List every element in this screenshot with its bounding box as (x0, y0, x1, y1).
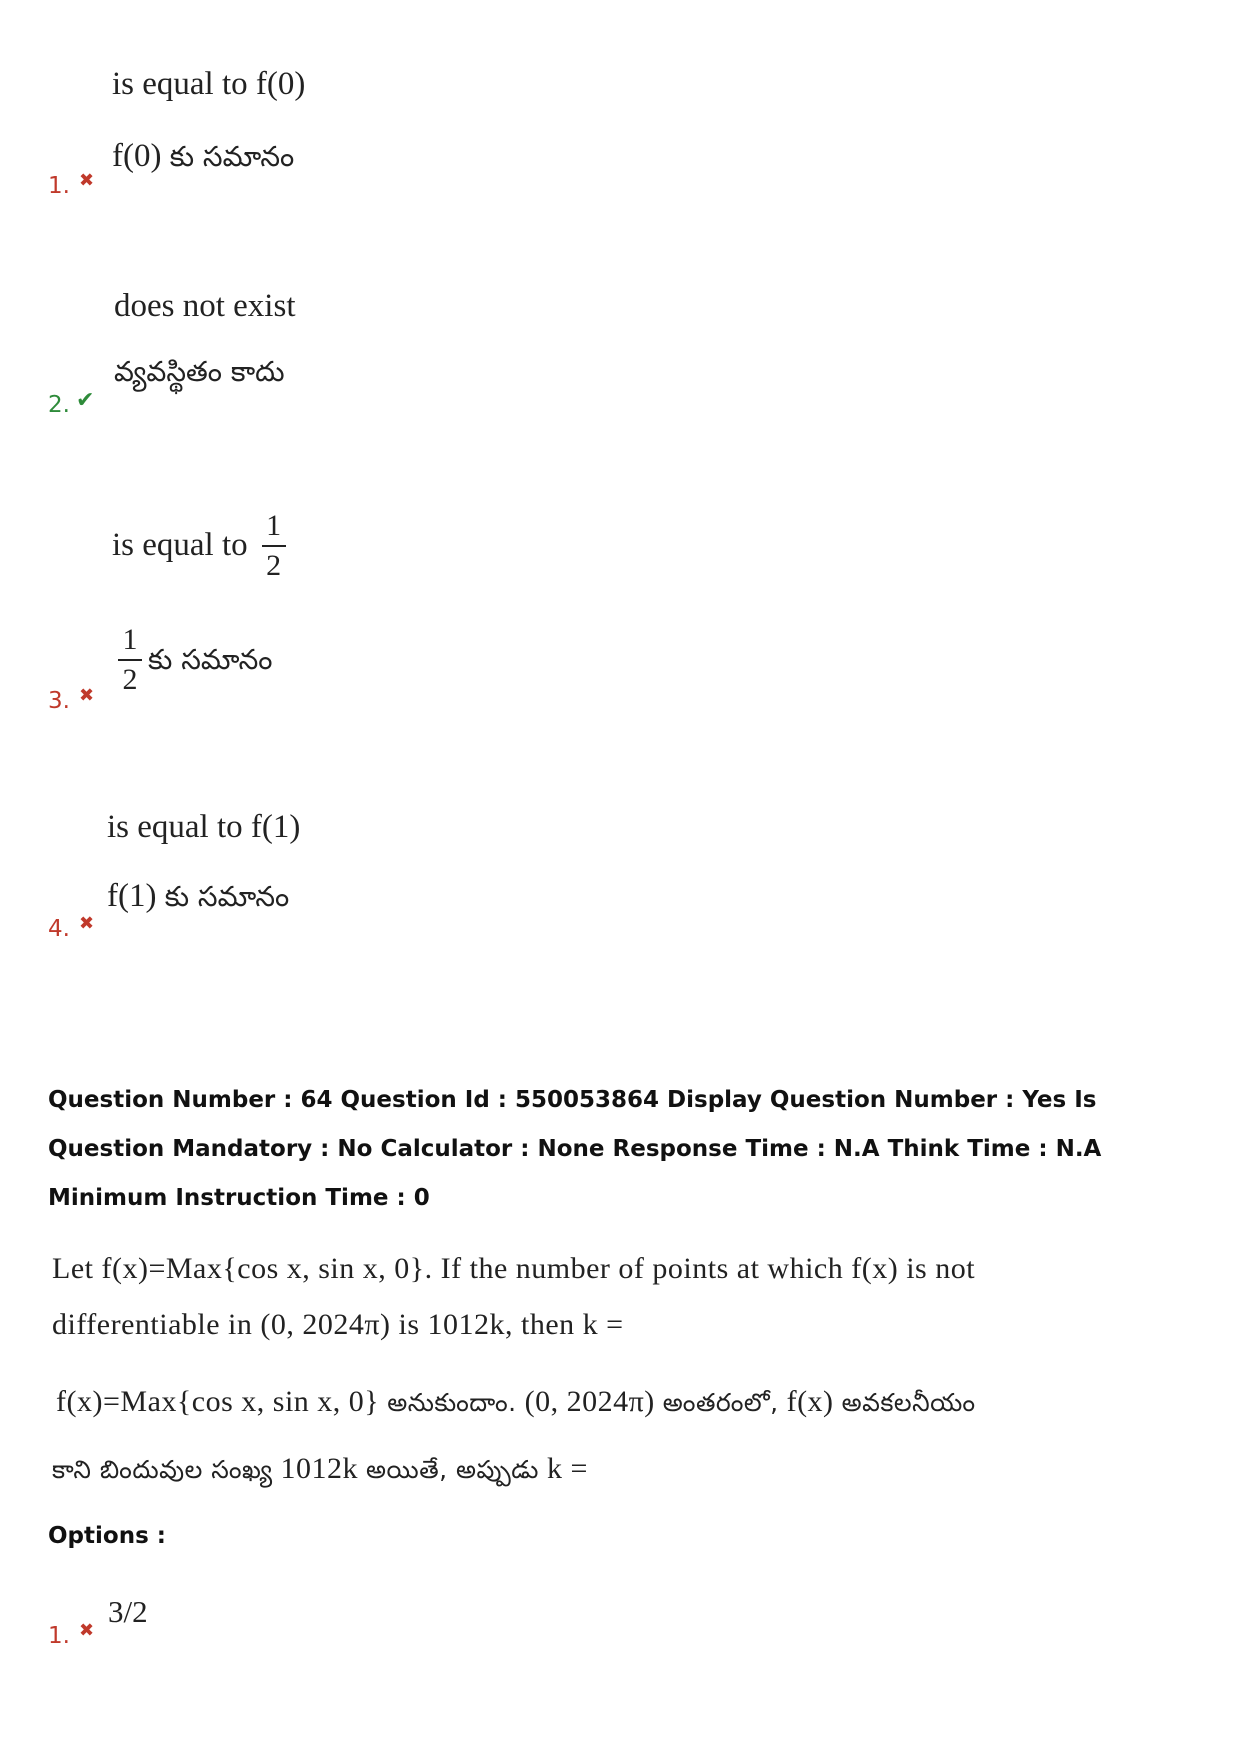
prev-option-1-telugu-text: కు సమానం (169, 140, 295, 173)
prev-option-1-number: 1. (48, 173, 70, 199)
wrong-icon: ✖ (79, 1620, 95, 1641)
prev-option-1-english: is equal to f(0) (112, 66, 306, 102)
prev-option-4-telugu-math: f(1) (107, 878, 157, 914)
prev-option-3-english-text: is equal to (112, 527, 248, 563)
question-telugu-text: అనుకుందాం. (387, 1388, 517, 1417)
question-telugu-line-2 (52, 1452, 588, 1491)
prev-option-1-telugu (112, 140, 294, 173)
fraction-denominator: 2 (266, 548, 282, 582)
question-telugu-text: కాని బిందువుల సంఖ్య (52, 1455, 273, 1484)
fraction-one-half-telugu (118, 624, 142, 695)
question-telugu-interval: (0, 2024π) (524, 1385, 655, 1418)
prev-option-4-number: 4. (48, 916, 70, 942)
prev-option-2-telugu: వ్యవస్థితం కాదు (114, 355, 285, 388)
question-english-line-1: Let f(x)=Max{cos x, sin x, 0}. If the number of points at which f(x) is not (52, 1252, 976, 1285)
check-icon: ✔ (76, 388, 95, 413)
wrong-icon: ✖ (79, 685, 95, 706)
question-telugu-line-1 (56, 1385, 976, 1424)
question-telugu-k: k = (546, 1452, 588, 1485)
fraction-one-half (262, 510, 286, 581)
wrong-icon: ✖ (79, 170, 95, 191)
fraction-denominator: 2 (122, 662, 138, 696)
question-telugu-value: 1012k (280, 1452, 359, 1485)
fraction-numerator: 1 (122, 623, 138, 656)
prev-option-2-english: does not exist (114, 288, 296, 324)
prev-option-4-english: is equal to f(1) (107, 809, 301, 845)
option-1-number: 1. (48, 1623, 70, 1649)
prev-option-3-english (112, 510, 286, 581)
fraction-bar (262, 545, 286, 547)
prev-option-3-telugu-text: కు సమానం (148, 642, 273, 676)
option-1-text: 3/2 (108, 1594, 148, 1629)
question-telugu-text: అయితే, అప్పుడు (366, 1455, 539, 1484)
prev-option-2-number: 2. (48, 392, 70, 418)
question-telugu-text: అంతరంలో, (662, 1388, 779, 1417)
prev-option-1-telugu-math: f(0) (112, 138, 162, 174)
question-english-line-2: differentiable in (0, 2024π) is 1012k, then k = (52, 1308, 624, 1341)
options-label: Options : (48, 1523, 166, 1549)
fraction-bar (118, 659, 142, 661)
fraction-numerator: 1 (266, 509, 282, 542)
wrong-icon: ✖ (79, 913, 95, 934)
question-telugu-fx: f(x) (786, 1385, 834, 1418)
prev-option-4-telugu-text: కు సమానం (164, 880, 290, 913)
prev-option-3-number: 3. (48, 688, 70, 714)
question-meta: Question Number : 64 Question Id : 550053864 Display Question Number : Yes Is Question Mandatory : No Calculator : None Response Time : N.A Think Time : N.A Minimum Instruction Time : 0 (48, 1087, 1102, 1211)
question-telugu-math: f(x)=Max{cos x, sin x, 0} (56, 1385, 380, 1418)
question-telugu-text: అవకలనీయం (841, 1388, 976, 1417)
prev-option-3-telugu (118, 624, 272, 695)
prev-option-4-telugu (107, 880, 289, 913)
